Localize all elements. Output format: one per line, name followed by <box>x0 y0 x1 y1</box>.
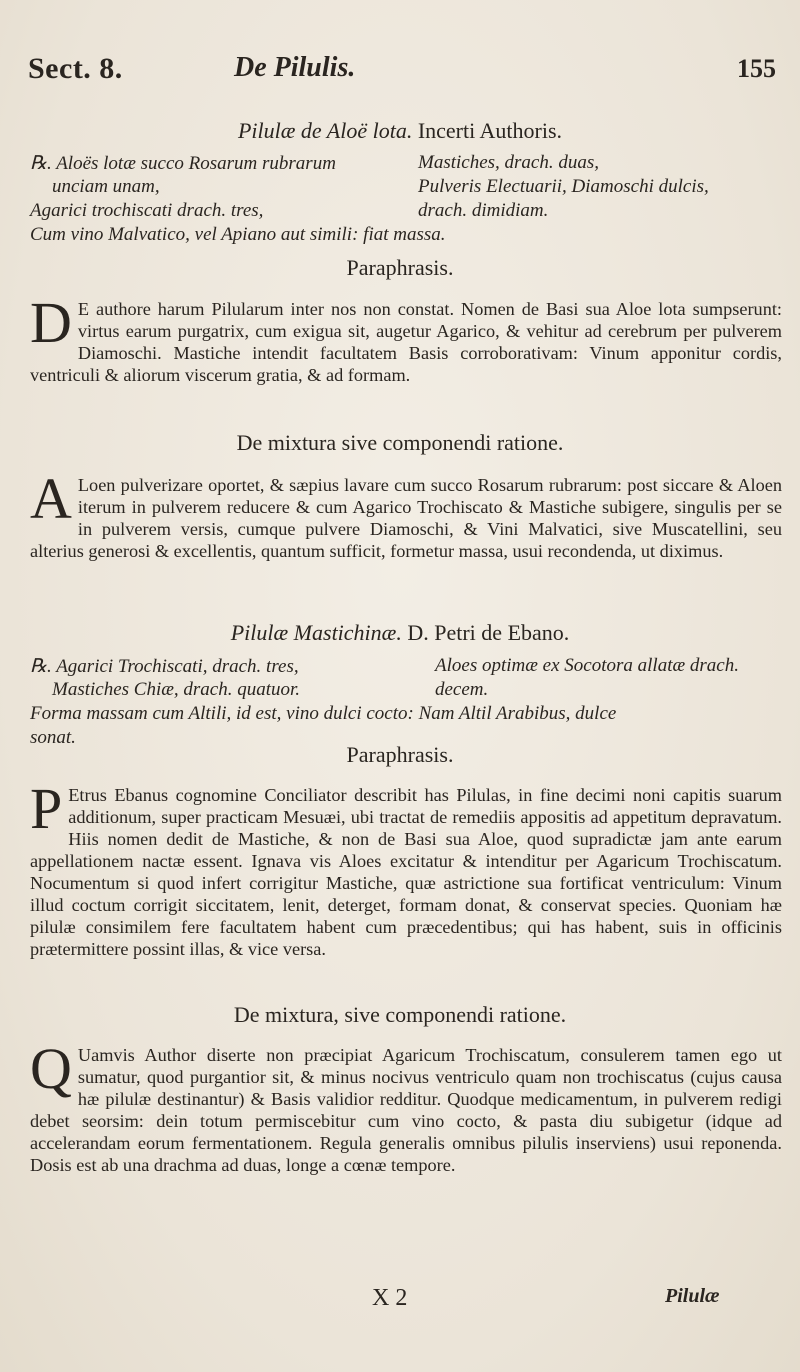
drop-cap: A <box>30 466 72 531</box>
recipe2-line: Forma massam cum Altili, id est, vino dulci cocto: Nam Altil Arabibus, dulce <box>30 703 617 724</box>
drop-cap: D <box>30 290 72 355</box>
drop-cap: Q <box>30 1036 72 1101</box>
paragraph-text: E authore harum Pilularum inter nos non constat. Nomen de Basi sua Aloe lota sumpserunt: virtus earum purgatrix, cum exigua sit, augetur Agarico, & vehitur ad cerebrum per pulverem Diamoschi. Mastiche intendit facultatem Basis corroborativam: Vinum apponitur cordis, ventriculi & aliorum viscerum gratia, & ad formam. <box>30 299 782 385</box>
mixtura-heading-1: De mixtura sive componendi ratione. <box>236 430 564 455</box>
paraphrasis-1 <box>30 290 782 386</box>
mixtura-1 <box>30 466 782 562</box>
mixtura-2 <box>30 1036 782 1176</box>
recipe2-line: ℞. Agarici Trochiscati, drach. tres, <box>30 656 299 677</box>
paragraph-text: Etrus Ebanus cognomine Conciliator describit has Pilulas, in fine decimi noni capitis suarum additionum, super practicam Mesuæi, ubi tractat de remediis appositis ad appetitum depravatum. Hiis nomen dedit de Mastiche, & non de Basi sua Aloe, quod supradictæ jam ante earum appellationem nactæ essent. Ignava vis Aloes excitatur & intenditur per Agaricum Trochiscatum. Nocumentum si quod infert corrigitur Mastiche, quæ astrictione sua fortificat ventriculum: Vinum illud coctum corrigit siccitatem, lenit, deterget, formam donat, & conservat species. Quoniam hæ pilulæ consimilem fere facultatem habent cum præcedentibus; qui has habent, suis in officinis prætermittere possint illas, & vice versa. <box>30 785 782 959</box>
page-number: 155 <box>737 54 776 83</box>
recipe2-line: Aloes optimæ ex Socotora allatæ drach. <box>435 655 739 676</box>
recipe1-line: Cum vino Malvatico, vel Apiano aut simili: fiat massa. <box>30 224 446 245</box>
recipe1-author: Incerti Authoris. <box>417 118 563 143</box>
page-footer <box>0 1285 800 1325</box>
recipe2-line: sonat. <box>30 727 76 748</box>
recipe2-line: decem. <box>435 679 489 700</box>
recipe2-author: D. Petri de Ebano. <box>407 620 570 645</box>
catchword: Pilulæ <box>665 1285 720 1307</box>
drop-cap: P <box>30 776 63 841</box>
paraphrasis-heading-2: Paraphrasis. <box>346 742 454 767</box>
recipe1-line: Pulveris Electuarii, Diamoschi dulcis, <box>418 176 709 197</box>
recipe1-line: drach. dimidiam. <box>418 200 549 221</box>
running-head <box>28 52 776 92</box>
recipe1-line: ℞. Aloës lotæ succo Rosarum rubrarum <box>30 153 336 174</box>
recipe2-title: Pilulæ Mastichinæ. <box>230 620 402 645</box>
paragraph-text: Loen pulverizare oportet, & sæpius lavare cum succo Rosarum rubrarum: post siccare & Aloen iterum in pulverem reducere & cum Agarico Trochiscato & Mastiche subigere, singulis per se in pulverem versis, cumque pulvere Diamoschi, & Vini Malvatici, sive Muscatellini, seu alterius generosi & excellentis, quantum sufficit, formetur massa, usui recondenda, ut diximus. <box>30 475 782 561</box>
recipe1-title: Pilulæ de Aloë lota. <box>237 118 413 143</box>
section-label: Sect. 8. <box>28 52 123 85</box>
recipe1-heading <box>0 118 800 144</box>
recipe2-heading <box>0 620 800 646</box>
recipe1-line: unciam unam, <box>52 176 160 197</box>
recipe1-line: Mastiches, drach. duas, <box>418 152 600 173</box>
paraphrasis-heading-1: Paraphrasis. <box>346 255 454 280</box>
signature-mark: X 2 <box>372 1285 408 1311</box>
recipe1-line: Agarici trochiscati drach. tres, <box>30 200 264 221</box>
paragraph-text: Uamvis Author diserte non præcipiat Agaricum Trochiscatum, consulerem tamen ego ut sumatur, quod purgantior sit, & minus nocivus ventriculo quam non trochiscatus (cujus causa hæ pilulæ destinantur) & Basis validior redditur. Quodque medicamentum, in pulverem redigi debet seorsim: dein totum permiscebitur cum vino cocto, & pasta diu subigetur (idque ad accelerandam eorum fermentationem. Regula generalis omnibus pilulis inserviens) usui reponenda. Dosis est ab una drachma ad duas, longe a cœnæ tempore. <box>30 1045 782 1175</box>
paraphrasis-2 <box>30 776 782 960</box>
page-title: De Pilulis. <box>234 52 356 83</box>
recipe2-line: Mastiches Chiæ, drach. quatuor. <box>52 679 301 700</box>
mixtura-heading-2: De mixtura, sive componendi ratione. <box>233 1002 567 1027</box>
